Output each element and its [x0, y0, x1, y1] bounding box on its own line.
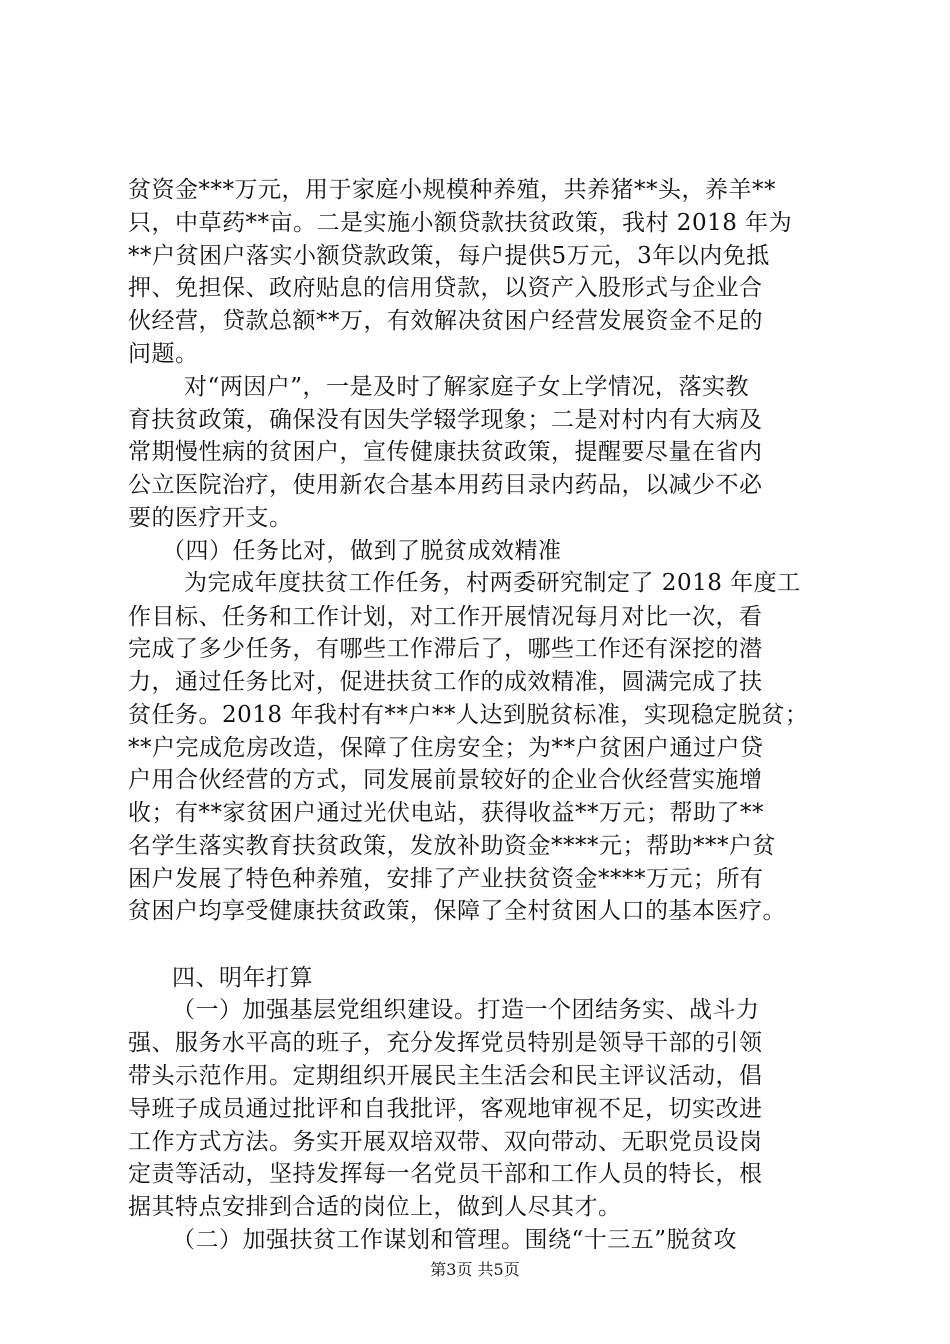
text-line: 贫任务。2018 年我村有**户**人达到脱贫标准，实现稳定脱贫； — [128, 702, 809, 728]
text-line: 强、服务水平高的班子，充分发挥党员特别是领导干部的引领 — [128, 1030, 763, 1056]
text-line: 定责等活动，坚持发挥每一名党员干部和工作人员的特长，根 — [128, 1161, 763, 1187]
text-line: 工作方式方法。务实开展双培双带、双向带动、无职党员设岗 — [128, 1129, 763, 1155]
text-line: 据其特点安排到合适的岗位上，做到人尽其才。 — [128, 1194, 622, 1220]
text-line: 名学生落实教育扶贫政策，发放补助资金****元；帮助***户贫 — [128, 833, 776, 859]
text-line: 收；有**家贫困户通过光伏电站，获得收益**万元；帮助了** — [128, 800, 764, 826]
text-line: 贫资金***万元，用于家庭小规模种养殖，共养猪**头，养羊** — [128, 177, 776, 203]
section-heading: 四、明年打算 — [172, 965, 313, 991]
paragraph-first-line: 为完成年度扶贫工作任务，村两委研究制定了 2018 年度工 — [184, 570, 801, 596]
text-line: 完成了多少任务，有哪些工作滞后了，哪些工作还有深挖的潜 — [128, 636, 763, 662]
text-line: 育扶贫政策，确保没有因失学辍学现象；二是对村内有大病及 — [128, 407, 763, 433]
text-line: 贫困户均享受健康扶贫政策，保障了全村贫困人口的基本医疗。 — [128, 898, 786, 924]
text-line: 伙经营，贷款总额**万，有效解决贫困户经营发展资金不足的 — [128, 308, 763, 334]
text-line: 户用合伙经营的方式，同发展前景较好的企业合伙经营实施增 — [128, 767, 763, 793]
text-line: 困户发展了特色种养殖，安排了产业扶贫资金****万元；所有 — [128, 866, 764, 892]
text-line: **户贫困户落实小额贷款政策，每户提供5万元，3年以内免抵 — [128, 243, 770, 269]
text-line: 问题。 — [128, 341, 199, 367]
text-line: 作目标、任务和工作计划，对工作开展情况每月对比一次，看 — [128, 604, 763, 630]
text-line: 带头示范作用。定期组织开展民主生活会和民主评议活动，倡 — [128, 1063, 763, 1089]
paragraph-first-line: 对“两因户”，一是及时了解家庭子女上学情况，落实教 — [184, 374, 750, 400]
text-line: 力，通过任务比对，促进扶贫工作的成效精准，圆满完成了扶 — [128, 669, 763, 695]
text-line: 公立医院治疗，使用新农合基本用药目录内药品，以减少不必 — [128, 472, 763, 498]
paragraph-first-line: （二）加强扶贫工作谋划和管理。围绕“十三五”脱贫攻 — [172, 1227, 738, 1253]
text-line: 押、免担保、政府贴息的信用贷款，以资产入股形式与企业合 — [128, 275, 763, 301]
section-heading: （四）任务比对，做到了脱贫成效精准 — [162, 538, 562, 564]
page-footer: 第3页 共5页 — [430, 1260, 520, 1279]
text-line: 要的医疗开支。 — [128, 505, 293, 531]
paragraph-first-line: （一）加强基层党组织建设。打造一个团结务实、战斗力 — [172, 997, 760, 1023]
text-line: 常期慢性病的贫困户，宣传健康扶贫政策，提醒要尽量在省内 — [128, 439, 763, 465]
text-line: 只，中草药**亩。二是实施小额贷款扶贫政策，我村 2018 年为 — [128, 210, 793, 236]
text-line: **户完成危房改造，保障了住房安全；为**户贫困户通过户贷 — [128, 735, 764, 761]
text-line: 导班子成员通过批评和自我批评，客观地审视不足，切实改进 — [128, 1096, 763, 1122]
